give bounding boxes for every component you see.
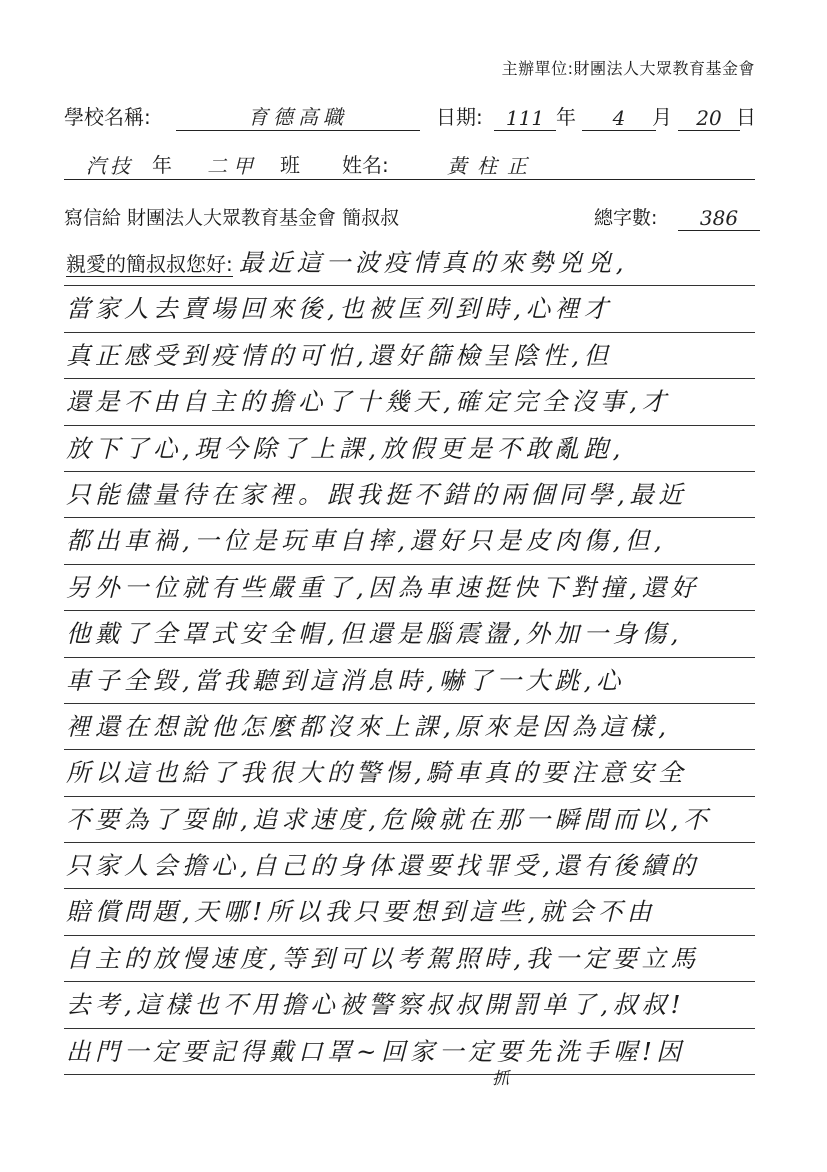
letter-line: 另外一位就有些嚴重了,因為車速挺快下對撞,還好 <box>64 565 755 611</box>
grade-label: 年 <box>152 153 172 177</box>
name-value: 黃柱正 <box>447 154 537 178</box>
letter-line: 當家人去賣場回來後,也被匡列到時,心裡才 <box>64 286 755 332</box>
class-label: 班 <box>280 153 300 177</box>
letter-line: 都出車禍,一位是玩車自摔,還好只是皮肉傷,但, <box>64 518 755 564</box>
word-count-label: 總字數: <box>594 207 658 229</box>
header-row-school-date <box>64 96 755 134</box>
letter-line: 自主的放慢速度,等到可以考駕照時,我一定要立馬 <box>64 936 755 982</box>
letter-recipient: 寫信給 財團法人大眾教育基金會 簡叔叔 <box>64 207 400 229</box>
date-label: 日期: <box>436 105 483 129</box>
letter-line: 出門一定要記得戴口罩~回家一定要先洗手喔!因 <box>64 1029 755 1075</box>
department-value: 汽技 <box>86 154 134 178</box>
letter-line: 去考,這樣也不用擔心被警察叔叔開罰单了,叔叔! <box>64 982 755 1028</box>
letter-line: 裡還在想說他怎麼都沒來上課,原來是因為這樣, <box>64 704 755 750</box>
letter-line: 不要為了耍帥,追求速度,危險就在那一瞬間而以,不 <box>64 797 755 843</box>
date-month-value: 4 <box>582 106 656 131</box>
letter-line: 只家人会擔心,自己的身体還要找罪受,還有後續的 <box>64 843 755 889</box>
letter-line: 真正感受到疫情的可怕,還好篩檢呈陰性,但 <box>64 333 755 379</box>
letter-line: 所以這也給了我很大的警惕,騎車真的要注意安全 <box>64 750 755 796</box>
inserted-correction: 抓 <box>492 1069 509 1089</box>
name-label: 姓名: <box>342 153 389 177</box>
school-value: 育德高職 <box>176 101 420 131</box>
date-day-value: 20 <box>678 106 740 131</box>
greeting: 親愛的簡叔叔您好: <box>66 252 233 276</box>
letter-body <box>64 240 755 1075</box>
month-label: 月 <box>652 105 672 129</box>
letter-line: 只能儘量待在家裡。跟我挺不錯的兩個同學,最近 <box>64 472 755 518</box>
date-year-value: 111 <box>494 106 556 131</box>
letter-line: 還是不由自主的擔心了十幾天,確定完全沒事,才 <box>64 379 755 425</box>
year-label: 年 <box>556 105 576 129</box>
letter-line: 放下了心,現今除了上課,放假更是不敢亂跑, <box>64 426 755 472</box>
header-underline <box>64 179 755 180</box>
class-value: 二甲 <box>207 154 259 178</box>
word-count-value: 386 <box>678 206 760 231</box>
header-row-recipient <box>64 196 755 234</box>
letter-line: 賠償問題,天哪!所以我只要想到這些,就会不由 <box>64 889 755 935</box>
day-label: 日 <box>736 105 756 129</box>
letter-line: 親愛的簡叔叔您好: 最近這一波疫情真的來勢兇兇, <box>64 240 755 286</box>
letter-line: 車子全毀,當我聽到這消息時,嚇了一大跳,心 <box>64 658 755 704</box>
organizer-label: 主辦單位:財團法人大眾教育基金會 <box>501 59 755 78</box>
letter-line: 他戴了全罩式安全帽,但還是腦震盪,外加一身傷, <box>64 611 755 657</box>
school-label: 學校名稱: <box>64 105 151 129</box>
header-row-class-name <box>64 144 755 182</box>
